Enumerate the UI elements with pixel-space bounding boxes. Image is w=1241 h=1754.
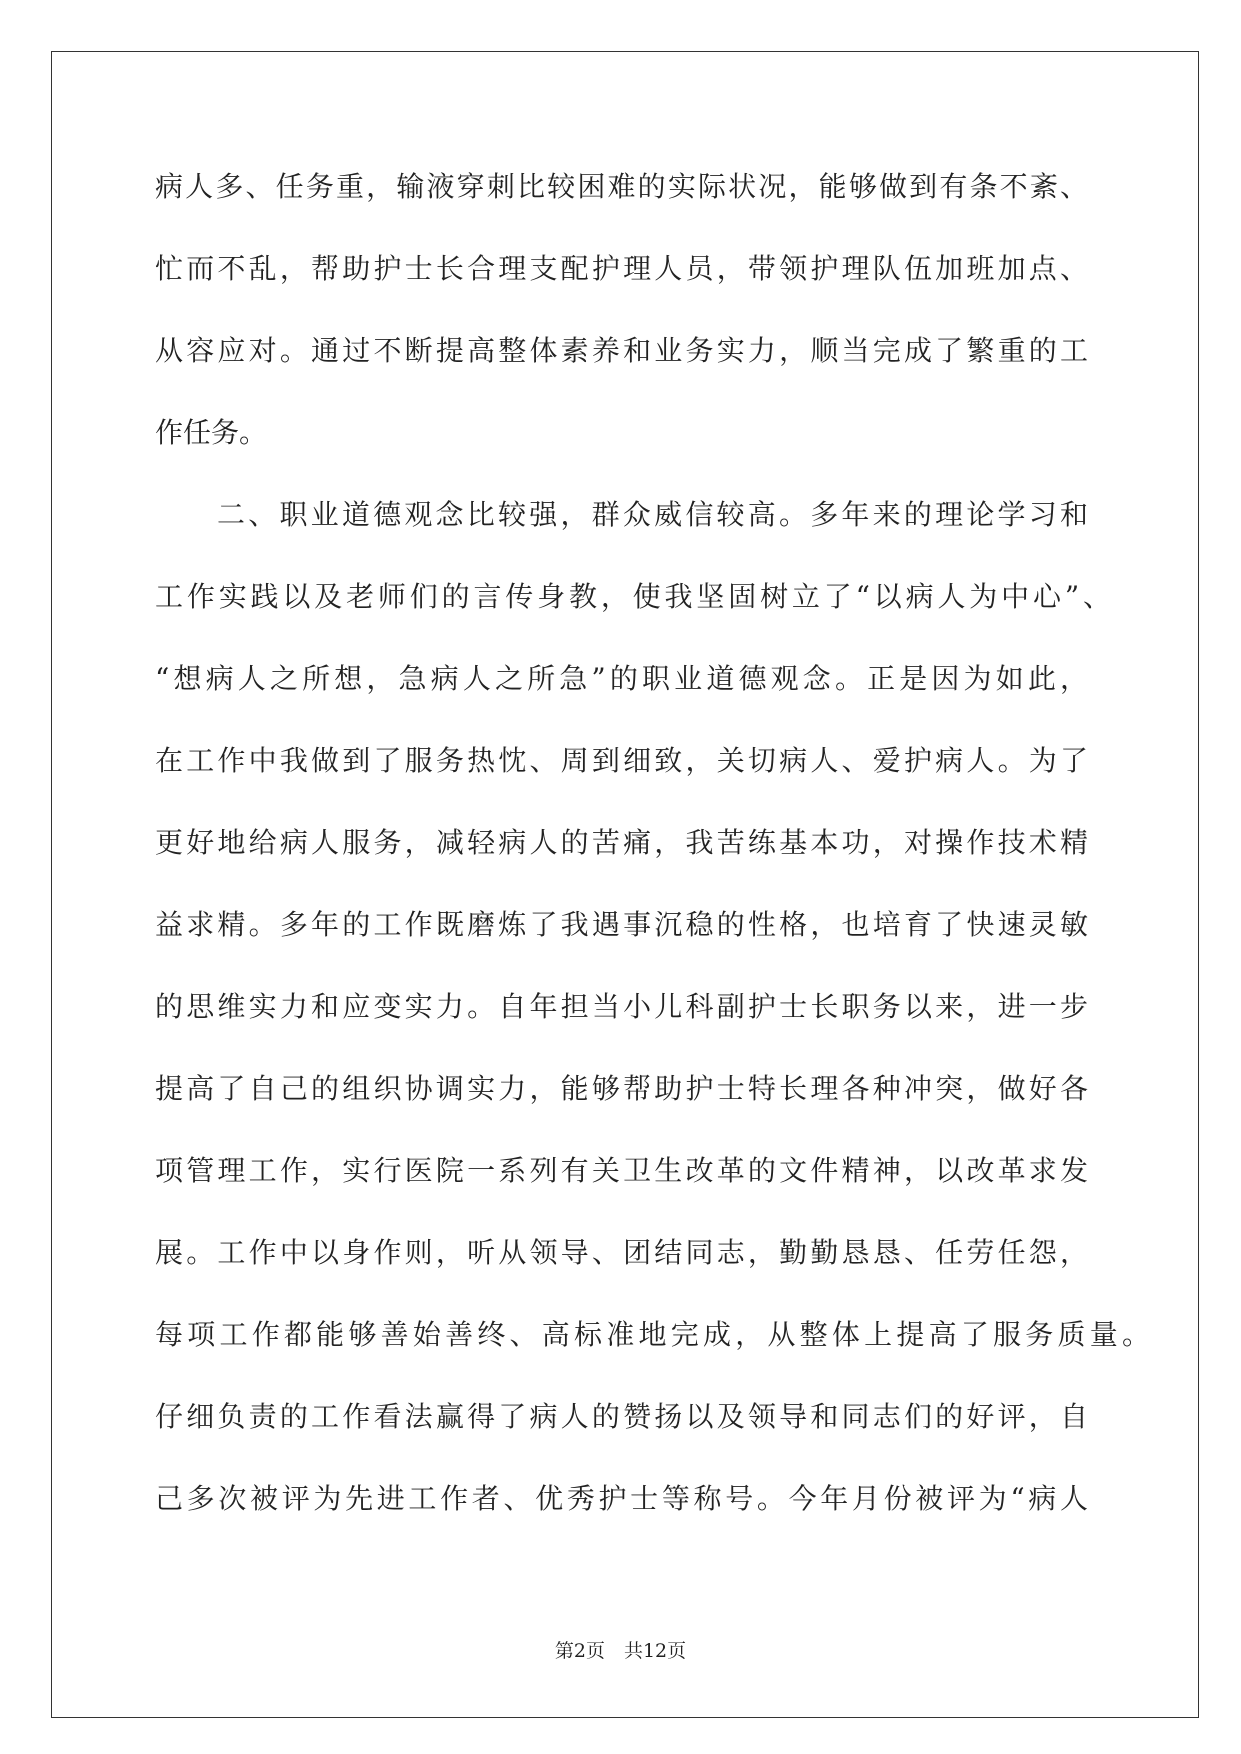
text-line: 忙而不乱，帮助护士长合理支配护理人员，带领护理队伍加班加点、 [155, 252, 1088, 285]
text-line: 在工作中我做到了服务热忱、周到细致，关切病人、爱护病人。为了 [155, 744, 1088, 777]
text-line: 展。工作中以身作则，听从领导、团结同志，勤勤恳恳、任劳任怨， [155, 1236, 1088, 1269]
text-line: 的思维实力和应变实力。自年担当小儿科副护士长职务以来，进一步 [155, 990, 1088, 1023]
text-line: 每项工作都能够善始善终、高标准地完成，从整体上提高了服务质量。 [155, 1318, 1150, 1351]
paragraph-start-line: 二、职业道德观念比较强，群众威信较高。多年来的理论学习和 [217, 498, 1088, 531]
text-line: 从容应对。通过不断提高整体素养和业务实力，顺当完成了繁重的工 [155, 334, 1088, 367]
text-line: 仔细负责的工作看法赢得了病人的赞扬以及领导和同志们的好评，自 [155, 1400, 1088, 1433]
document-body [155, 146, 1150, 1540]
text-line: 项管理工作，实行医院一系列有关卫生改革的文件精神，以改革求发 [155, 1154, 1088, 1187]
text-line: 作任务。 [155, 416, 268, 449]
text-line: 己多次被评为先进工作者、优秀护士等称号。今年月份被评为“病人 [155, 1482, 1088, 1515]
text-line: 益求精。多年的工作既磨炼了我遇事沉稳的性格，也培育了快速灵敏 [155, 908, 1088, 941]
text-line: 工作实践以及老师们的言传身教，使我坚固树立了“以病人为中心”、 [155, 580, 1111, 613]
text-line: “想病人之所想，急病人之所急”的职业道德观念。正是因为如此， [155, 662, 1088, 695]
page-number-footer: 第2页 共12页 [554, 1640, 687, 1662]
text-line: 提高了自己的组织协调实力，能够帮助护士特长理各种冲突，做好各 [155, 1072, 1088, 1105]
text-line: 更好地给病人服务，减轻病人的苦痛，我苦练基本功，对操作技术精 [155, 826, 1088, 859]
text-line: 病人多、任务重，输液穿刺比较困难的实际状况，能够做到有条不紊、 [155, 170, 1088, 203]
